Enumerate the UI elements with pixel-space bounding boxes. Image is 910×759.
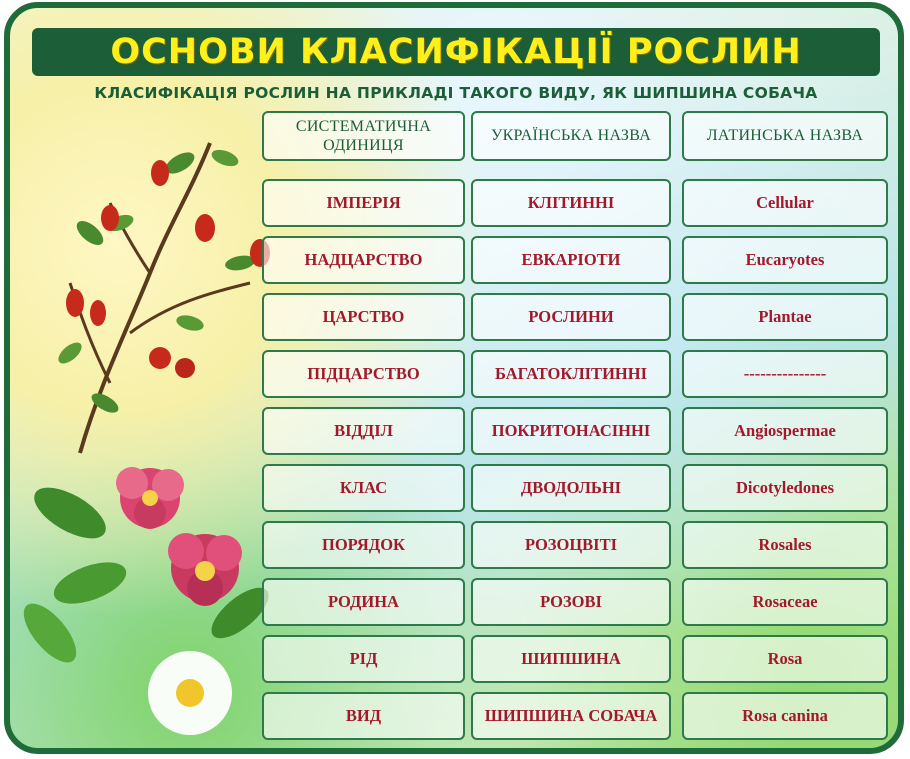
ukrainian-name-cell: ЕВКАРІОТИ	[471, 236, 671, 284]
latin-name-cell: ---------------	[682, 350, 888, 398]
unit-cell: КЛАС	[262, 464, 465, 512]
ukrainian-name-cell: РОСЛИНИ	[471, 293, 671, 341]
unit-cell: РОДИНА	[262, 578, 465, 626]
latin-name-cell: Rosales	[682, 521, 888, 569]
poster-board	[4, 2, 904, 754]
unit-cell: ВИД	[262, 692, 465, 740]
ukrainian-name-cell: ПОКРИТОНАСІННІ	[471, 407, 671, 455]
ukrainian-name-cell: БАГАТОКЛІТИННІ	[471, 350, 671, 398]
ukrainian-name-cell: ШИПШИНА СОБАЧА	[471, 692, 671, 740]
ukrainian-name-cell: РОЗОВІ	[471, 578, 671, 626]
latin-name-cell: Plantae	[682, 293, 888, 341]
ukrainian-name-cell: ШИПШИНА	[471, 635, 671, 683]
page-subtitle: КЛАСИФІКАЦІЯ РОСЛИН НА ПРИКЛАДІ ТАКОГО ВИДУ, ЯК ШИПШИНА СОБАЧА	[94, 84, 818, 102]
latin-name-cell: Angiospermae	[682, 407, 888, 455]
unit-cell: ЦАРСТВО	[262, 293, 465, 341]
header-latin-name: ЛАТИНСЬКА НАЗВА	[682, 111, 888, 161]
latin-name-cell: Eucaryotes	[682, 236, 888, 284]
unit-cell: ВІДДІЛ	[262, 407, 465, 455]
ukrainian-name-cell: ДВОДОЛЬНІ	[471, 464, 671, 512]
unit-cell: ПОРЯДОК	[262, 521, 465, 569]
header-ukrainian-name: УКРАЇНСЬКА НАЗВА	[471, 111, 671, 161]
page-title: ОСНОВИ КЛАСИФІКАЦІЇ РОСЛИН	[110, 32, 802, 72]
unit-cell: ІМПЕРІЯ	[262, 179, 465, 227]
unit-cell: РІД	[262, 635, 465, 683]
title-bar	[32, 28, 880, 76]
ukrainian-name-cell: КЛІТИННІ	[471, 179, 671, 227]
unit-cell: НАДЦАРСТВО	[262, 236, 465, 284]
unit-cell: ПІДЦАРСТВО	[262, 350, 465, 398]
latin-name-cell: Cellular	[682, 179, 888, 227]
rosehip-illustration	[10, 103, 280, 753]
ukrainian-name-cell: РОЗОЦВІТІ	[471, 521, 671, 569]
latin-name-cell: Rosa	[682, 635, 888, 683]
latin-name-cell: Rosa canina	[682, 692, 888, 740]
latin-name-cell: Rosaceae	[682, 578, 888, 626]
latin-name-cell: Dicotyledones	[682, 464, 888, 512]
header-systematic-unit: СИСТЕМАТИЧНА ОДИНИЦЯ	[262, 111, 465, 161]
